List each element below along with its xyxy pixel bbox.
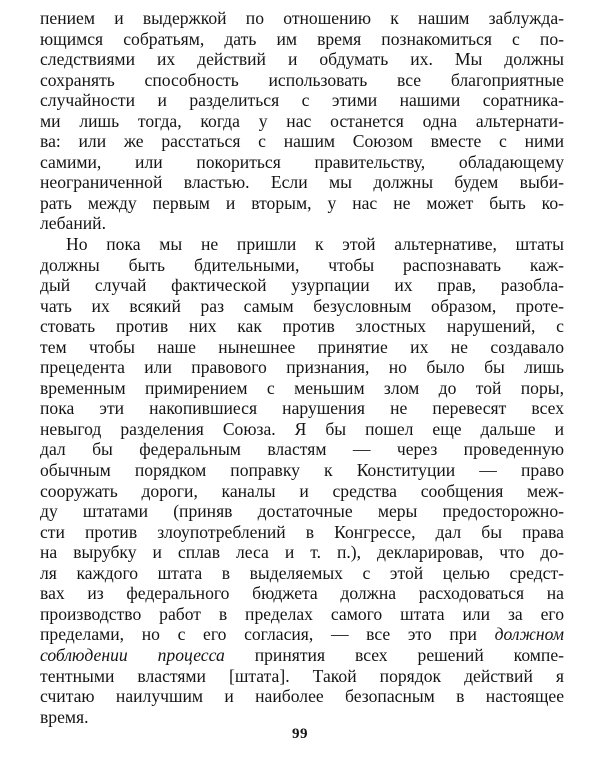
text-line: ми лишь тогда, когда у нас останется одна альтернати- <box>40 110 564 131</box>
text-line: тентными властями [штата]. Такой порядок действий я <box>40 665 564 686</box>
text-line: обычным порядком поправку к Конституции — право <box>40 460 564 481</box>
text-line: производство работ в пределах самого штата или за его <box>40 603 564 624</box>
text-line: рать между первым и вторым, у нас не может быть ко- <box>40 192 564 213</box>
text-line: Но пока мы не пришли к этой альтернативе, штаты <box>66 234 564 255</box>
text-line: пением и выдержкой по отношению к нашим заблужда- <box>40 8 564 28</box>
text-line: ля каждого штата в выделяемых с этой целью средст- <box>40 562 564 583</box>
text-line: ющимся собратьям, дать им время познакомиться с по- <box>40 28 564 49</box>
text-line: чать их всякий раз самым безусловным образом, проте- <box>40 295 564 316</box>
text-line: считаю наилучшим и наиболее безопасным в настоящее <box>40 686 564 707</box>
emphasis-text: соблюдении процесса <box>40 644 225 665</box>
text-segment: принятия всех решений компе- <box>254 644 565 665</box>
text-line: временным примирением с меньшим злом до той поры, <box>40 377 564 398</box>
text-line: лебаний. <box>40 213 106 234</box>
paragraph <box>40 8 564 234</box>
text-segment: пределами, но с его согласия, — все это при <box>40 624 477 645</box>
text-line <box>40 624 564 645</box>
text-line: невыгод разделения Союза. Я бы пошел еще дальше и <box>40 418 564 439</box>
text-line: неограниченной властью. Если мы должны будем выби- <box>40 172 564 193</box>
text-line: сти против злоупотреблений в Конгрессе, дал бы права <box>40 521 564 542</box>
body-text <box>40 8 564 727</box>
text-line: дал бы федеральным властям — через проведенную <box>40 439 564 460</box>
text-line: тем чтобы наше нынешнее принятие их не создавало <box>40 336 564 357</box>
text-line: сохранять способность использовать все благоприятные <box>40 69 564 90</box>
text-line: случайности и разделиться с этими нашими соратника- <box>40 90 564 111</box>
text-line: сооружать дороги, каналы и средства сообщения меж- <box>40 480 564 501</box>
text-line: ду штатами (приняв достаточные меры предосторожно- <box>40 501 564 522</box>
paragraph <box>40 234 564 727</box>
text-line: следствиями их действий и обдумать их. Мы должны <box>40 49 564 70</box>
text-line: время. <box>40 706 89 727</box>
text-line: прецедента или правового признания, но было бы лишь <box>40 357 564 378</box>
text-line: на вырубку и сплав леса и т. п.), декларировав, что до- <box>40 542 564 563</box>
text-line: стовать против них как против злостных нарушений, с <box>40 316 564 337</box>
emphasis-text: должном <box>494 624 564 645</box>
text-line <box>40 645 564 666</box>
text-line: вах из федерального бюджета должна расходоваться на <box>40 583 564 604</box>
text-line: ва: или же расстаться с нашим Союзом вместе с ними <box>40 131 564 152</box>
page-number: 99 <box>292 726 308 742</box>
text-line: пока эти накопившиеся нарушения не перевесят всех <box>40 398 564 419</box>
text-line: самими, или покориться правительству, обладающему <box>40 151 564 172</box>
text-line: дый случай фактической узурпации их прав, разобла- <box>40 275 564 296</box>
text-line: должны быть бдительными, чтобы распознавать каж- <box>40 254 564 275</box>
